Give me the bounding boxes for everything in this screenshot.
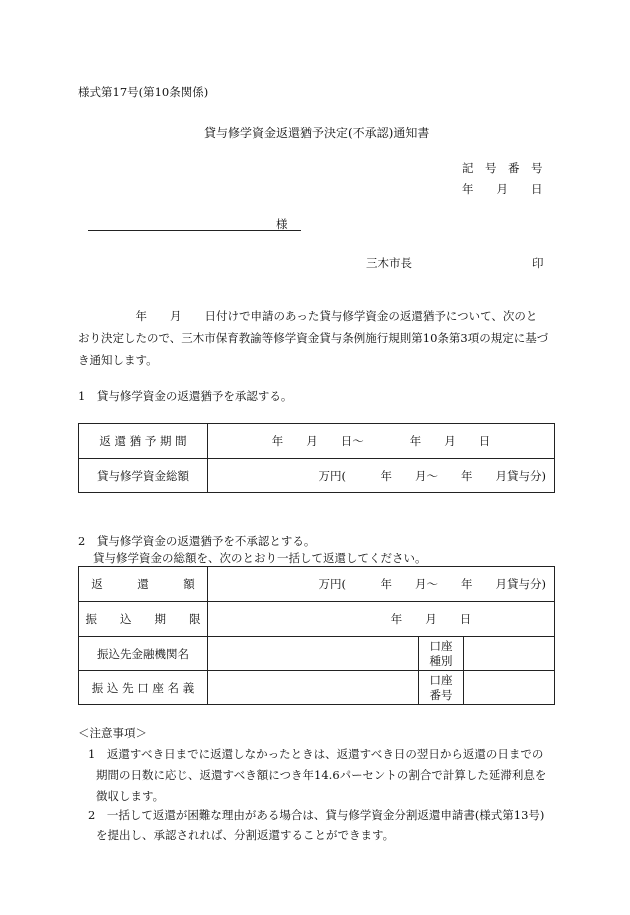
account-number-label-1: 口座 <box>429 672 453 687</box>
transfer-deadline-value: 年 月 日 <box>208 602 555 637</box>
transfer-deadline-label: 振 込 期 限 <box>79 602 208 637</box>
account-name-label: 振 込 先 口 座 名 義 <box>79 671 208 705</box>
total-amount-label: 貸与修学資金総額 <box>79 459 208 493</box>
bank-name-value <box>208 637 419 671</box>
form-number: 様式第17号(第10条関係) <box>78 85 209 99</box>
account-number-value <box>464 671 555 705</box>
account-type-label-2: 種別 <box>429 653 453 668</box>
grace-period-value: 年 月 日～ 年 月 日 <box>208 424 555 459</box>
account-name-value <box>208 671 419 705</box>
account-type-label <box>419 637 464 671</box>
total-amount-value: 万円( 年 月～ 年 月貸与分) <box>208 459 555 493</box>
body-line-1: 年 月 日付けで申請のあった貸与修学資金の返還猶予について、次のと <box>78 309 538 323</box>
seal-mark: 印 <box>532 256 544 270</box>
document-title: 貸与修学資金返還猶予決定(不承認)通知書 <box>204 126 430 140</box>
account-type-value <box>464 637 555 671</box>
issue-date: 年 月 日 <box>462 182 543 196</box>
section2-heading: 2 貸与修学資金の返還猶予を不承認とする。 <box>78 534 316 548</box>
issuer-name: 三木市長 <box>366 256 412 270</box>
account-type-label-1: 口座 <box>429 638 453 653</box>
reference-number: 記 号 番 号 <box>462 161 543 175</box>
addressee-line <box>88 230 301 231</box>
note2-line1: 2 一括して返還が困難な理由がある場合は、貸与修学資金分割返還申請書(様式第13号) <box>88 808 545 822</box>
addressee-suffix: 様 <box>276 217 288 231</box>
bank-name-label: 振込先金融機関名 <box>79 637 208 671</box>
notes-heading: ＜注意事項＞ <box>78 726 147 740</box>
note1-line1: 1 返還すべき日までに返還しなかったときは、返還すべき日の翌日から返還の日までの <box>88 747 544 761</box>
grace-period-label: 返 還 猶 予 期 間 <box>79 424 208 459</box>
account-number-label-2: 番号 <box>429 687 453 702</box>
note2-line2: を提出し、承認されれば、分割返還することができます。 <box>96 828 395 842</box>
body-line-3: き通知します。 <box>78 353 158 367</box>
note1-line3: 徴収します。 <box>96 789 165 803</box>
approval-table <box>78 423 555 493</box>
refusal-table <box>78 566 555 705</box>
section2-subheading: 貸与修学資金の総額を、次のとおり一括して返還してください。 <box>93 551 427 565</box>
account-number-label <box>419 671 464 705</box>
repayment-amount-label: 返 還 額 <box>79 567 208 602</box>
section1-heading: 1 貸与修学資金の返還猶予を承認する。 <box>78 389 293 403</box>
repayment-amount-value: 万円( 年 月～ 年 月貸与分) <box>208 567 555 602</box>
body-line-2: おり決定したので、三木市保育教諭等修学資金貸与条例施行規則第10条第3項の規定に基づ <box>78 331 549 345</box>
note1-line2: 期間の日数に応じ、返還すべき額につき年14.6パーセントの割合で計算した延滞利息を <box>96 768 547 782</box>
